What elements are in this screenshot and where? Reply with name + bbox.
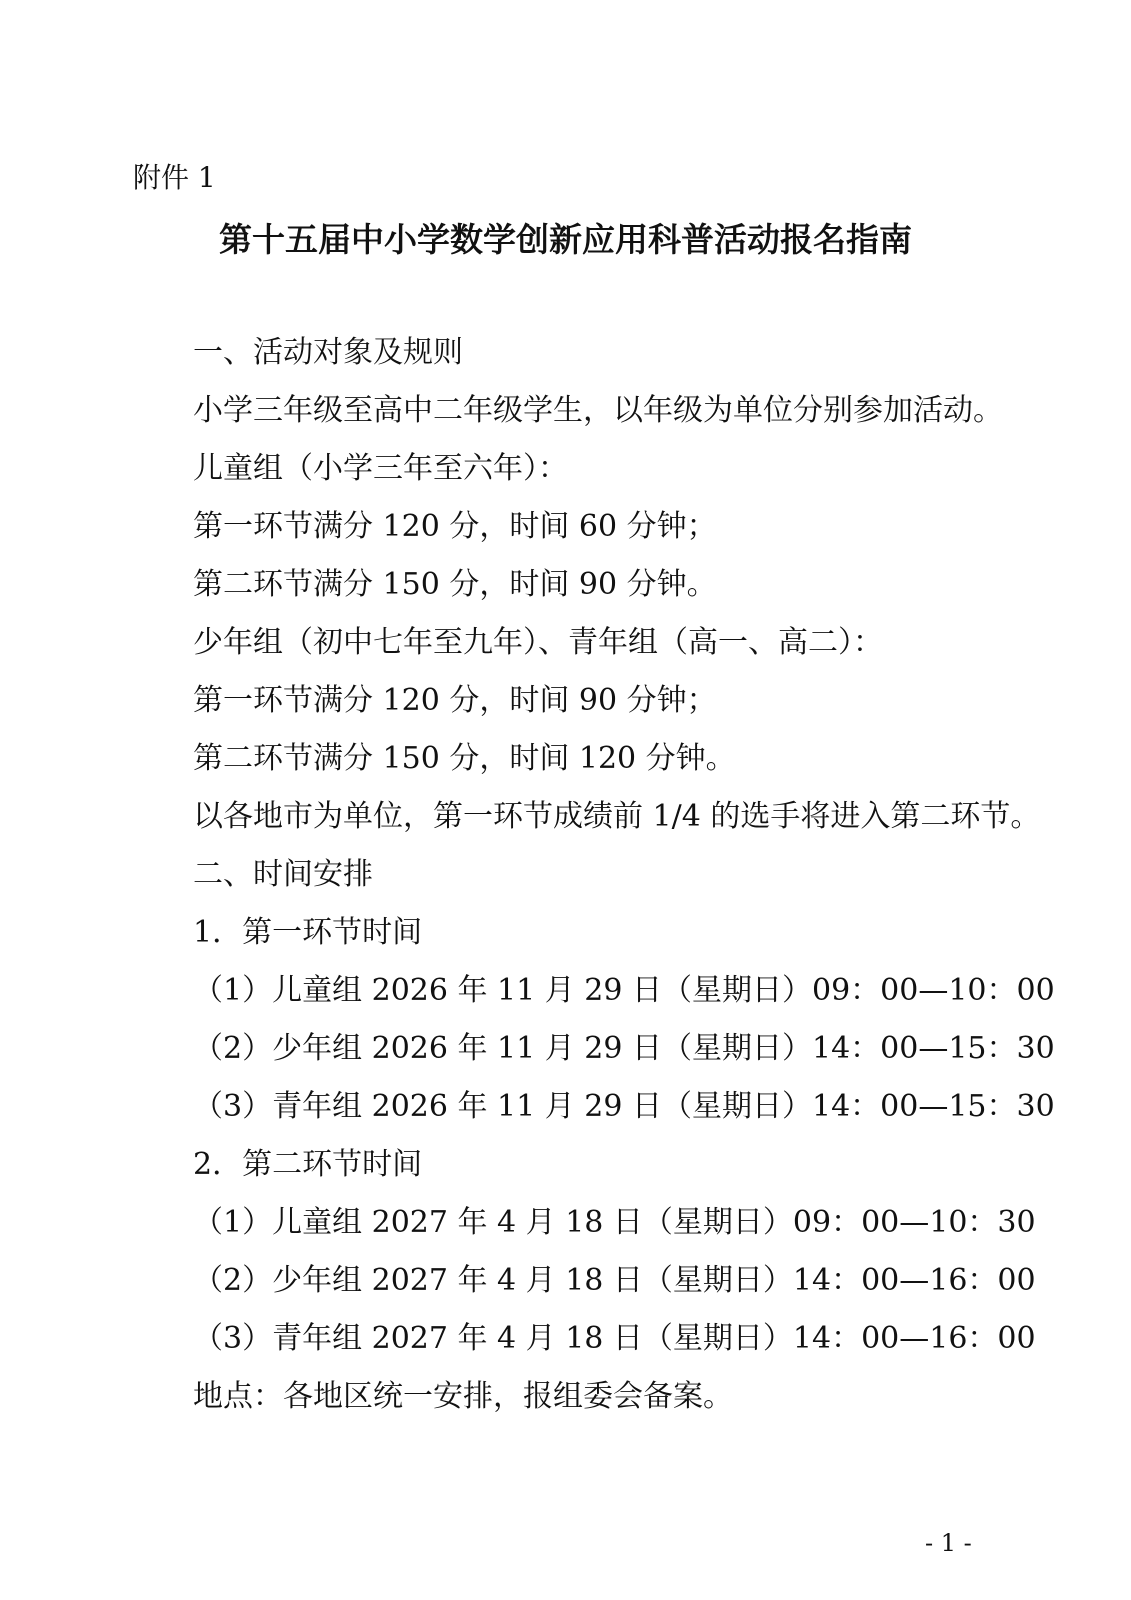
advancement-rule: 以各地市为单位，第一环节成绩前 1/4 的选手将进入第二环节。 bbox=[193, 799, 1041, 834]
attachment-label: 附件 1 bbox=[133, 161, 216, 194]
participants-line: 小学三年级至高中二年级学生，以年级为单位分别参加活动。 bbox=[193, 393, 1003, 428]
junior-youth-round2-rule: 第二环节满分 150 分，时间 120 分钟。 bbox=[193, 741, 736, 776]
round1-item-children: （1）儿童组 2026 年 11 月 29 日（星期日）09：00—10：00 bbox=[193, 973, 1055, 1008]
junior-youth-round1-rule: 第一环节满分 120 分，时间 90 分钟； bbox=[193, 683, 717, 718]
round2-item-children: （1）儿童组 2027 年 4 月 18 日（星期日）09：00—10：30 bbox=[193, 1205, 1036, 1240]
document-title: 第十五届中小学数学创新应用科普活动报名指南 bbox=[219, 220, 912, 259]
section-2-heading: 二、时间安排 bbox=[193, 857, 373, 892]
junior-youth-group-line: 少年组（初中七年至九年）、青年组（高一、高二）： bbox=[193, 625, 883, 660]
round1-item-youth: （3）青年组 2026 年 11 月 29 日（星期日）14：00—15：30 bbox=[193, 1089, 1055, 1124]
children-round2-rule: 第二环节满分 150 分，时间 90 分钟。 bbox=[193, 567, 717, 602]
section-1-heading: 一、活动对象及规则 bbox=[193, 335, 463, 370]
children-round1-rule: 第一环节满分 120 分，时间 60 分钟； bbox=[193, 509, 717, 544]
round2-item-junior: （2）少年组 2027 年 4 月 18 日（星期日）14：00—16：00 bbox=[193, 1263, 1036, 1298]
round2-item-youth: （3）青年组 2027 年 4 月 18 日（星期日）14：00—16：00 bbox=[193, 1321, 1036, 1356]
round1-item-junior: （2）少年组 2026 年 11 月 29 日（星期日）14：00—15：30 bbox=[193, 1031, 1055, 1066]
location-line: 地点：各地区统一安排，报组委会备案。 bbox=[193, 1379, 733, 1414]
page-number: - 1 - bbox=[925, 1529, 972, 1557]
children-group-line: 儿童组（小学三年至六年）： bbox=[193, 451, 568, 486]
round1-heading: 1．第一环节时间 bbox=[193, 915, 423, 950]
round2-heading: 2．第二环节时间 bbox=[193, 1147, 423, 1182]
